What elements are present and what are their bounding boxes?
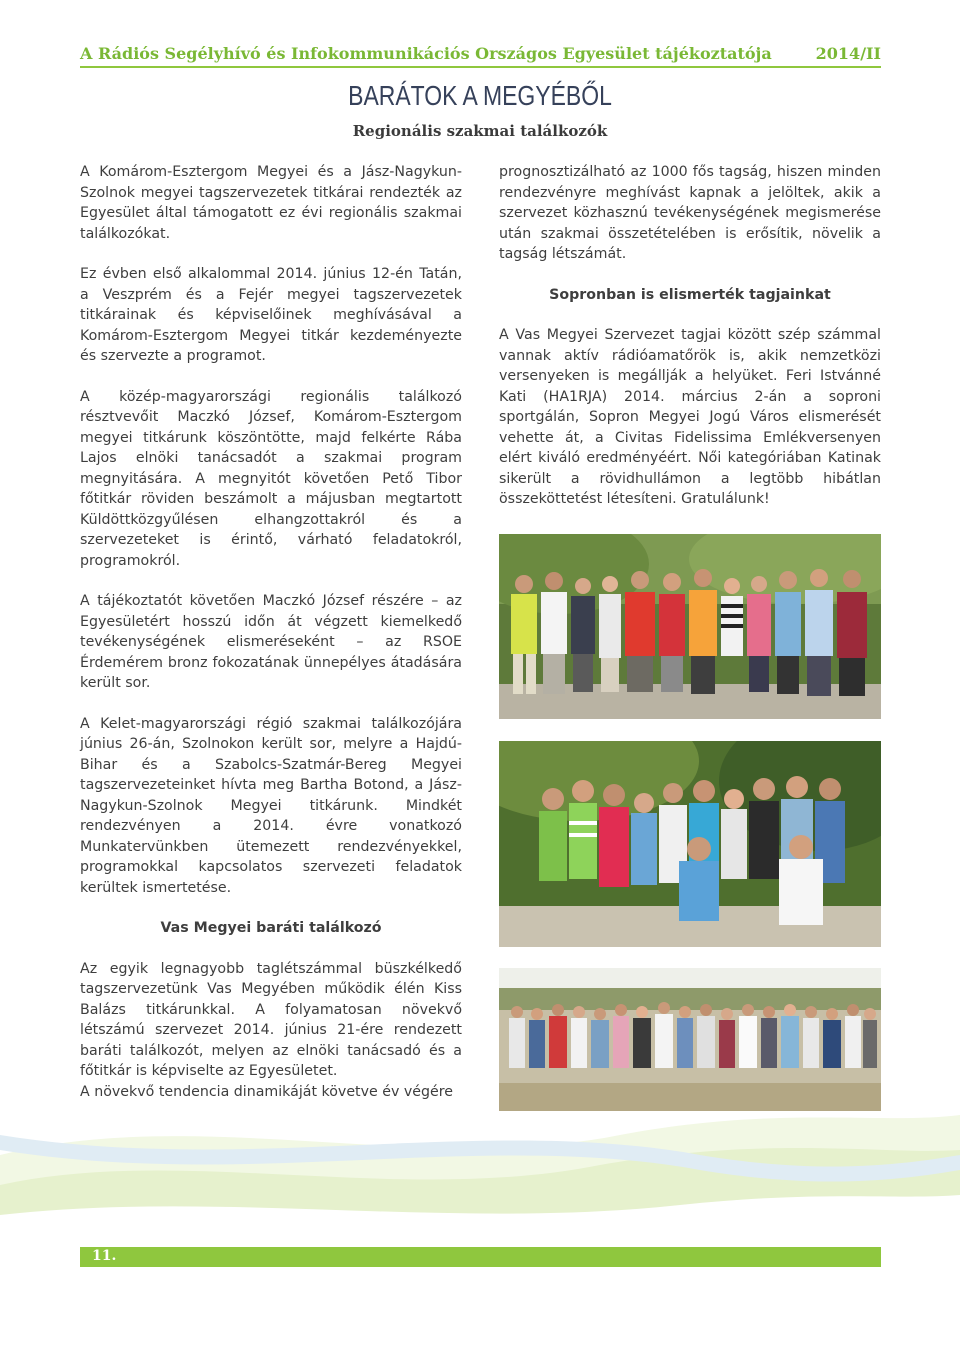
page-header bbox=[80, 36, 881, 68]
paragraph: A tájékoztatót követően Maczkó József részére – az Egyesületért hosszú időn át végzett kiemelkedő tevékenységének elismeréseként – az RSOE Érdemérem bronz fokozatának ünnepélyes átadására került sor. bbox=[80, 593, 462, 691]
page-title: BARÁTOK A MEGYÉBŐL bbox=[348, 80, 612, 111]
footer-bar bbox=[80, 1247, 881, 1267]
left-column bbox=[80, 162, 462, 1122]
paragraph: A Komárom-Esztergom Megyei és a Jász-Nagykun-Szolnok megyei tagszervezetek titkárai rendezték az Egyesület által támogatott ez évi regionális szakmai találkozókat. bbox=[80, 164, 462, 242]
issue-number: 2014/II bbox=[815, 44, 881, 63]
paragraph: A közép-magyarországi regionális találkozó résztvevőit Maczkó József, Komárom-Esztergom megyei titkárunk köszöntötte, majd felkérte Rába Lajos elnöki tanácsadót a szakmai program megnyitására. A megnyitót követően Pető Tibor főtitkár röviden beszámolt a májusban megtartott Küldöttközgyűlésen elhangzottakról és a szervezeteket is érintő, várható feladatokról, programokról. bbox=[80, 388, 462, 569]
section-heading: Sopronban is elismerték tagjainkat bbox=[549, 286, 831, 303]
page-number: 11. bbox=[92, 1248, 117, 1264]
page-subtitle: Regionális szakmai találkozók bbox=[352, 122, 608, 140]
paragraph: A Vas Megyei Szervezet tagjai között szép számmal vannak aktív rádióamatőrök is, akik nemzetközi versenyeken is megállják a helyüket. Feri Istvánné Kati (HA1RJA) 2014. március 2-án a soproni sportgálán, Sopron Megyei Jogú Város elismerését vehette át, a Civitas Fidelissima Emlékversenyen elért kiváló eredményéért. Női kategóriában Katinak sikerült a rövidhullámon a legtöbb hibátlan összeköttetést létesíteni. Gratulálunk! bbox=[499, 327, 881, 507]
section-heading: Vas Megyei baráti találkozó bbox=[160, 920, 382, 936]
paragraph: prognosztizálható az 1000 fős tagság, hiszen minden rendezvényre meghívást kapnak a jelöltek, akik a szervezet közhasznú tevékenységének megismerése után szakmai összetételében is erősítik, növelik a tagság létszámát. bbox=[499, 164, 881, 262]
decorative-wave bbox=[0, 1095, 960, 1245]
paragraph: A Kelet-magyarországi régió szakmai találkozójára június 26-án, Szolnokon került sor, melyre a Hajdú-Bihar és a Szabolcs-Szatmár-Bereg Megyei tagszervezeteinket hívta meg Bartha Botond, a Jász-Nagykun-Szolnok Megyei titkárunk. Mindkét rendezvényen a 2014. évre vonatkozó Munkatervünkben ütemezett rendezvényekkel, programokkal kapcsolatos szervezeti feladatok kerültek ismertetése. bbox=[80, 715, 462, 896]
group-photo-2 bbox=[499, 741, 881, 947]
group-photo-3 bbox=[499, 968, 881, 1111]
paragraph: Ez évben első alkalommal 2014. június 12-én Tatán, a Veszprém és a Fejér megyei tagszervezetek titkárainak és képviselőinek meghívásával a Komárom-Esztergom Megyei titkár kezdeményezte és szervezte a programot. bbox=[80, 266, 462, 364]
right-column bbox=[499, 162, 881, 530]
group-photo-1 bbox=[499, 534, 881, 719]
publication-title: A Rádiós Segélyhívó és Infokommunikációs Országos Egyesület tájékoztatója bbox=[80, 44, 772, 63]
paragraph: A növekvő tendencia dinamikáját követve év végére bbox=[80, 1083, 453, 1100]
paragraph: Az egyik legnagyobb taglétszámmal büszkélkedő tagszervezetünk Vas Megyében működik élén Kiss Balázs titkárunkkal. A folyamatosan növekvő létszámú szervezet 2014. június 21-ére rendezett baráti találkozót, melyen az elnöki tanácsadó és a főtitkár is képviselte az Egyesületet. bbox=[80, 960, 462, 1079]
